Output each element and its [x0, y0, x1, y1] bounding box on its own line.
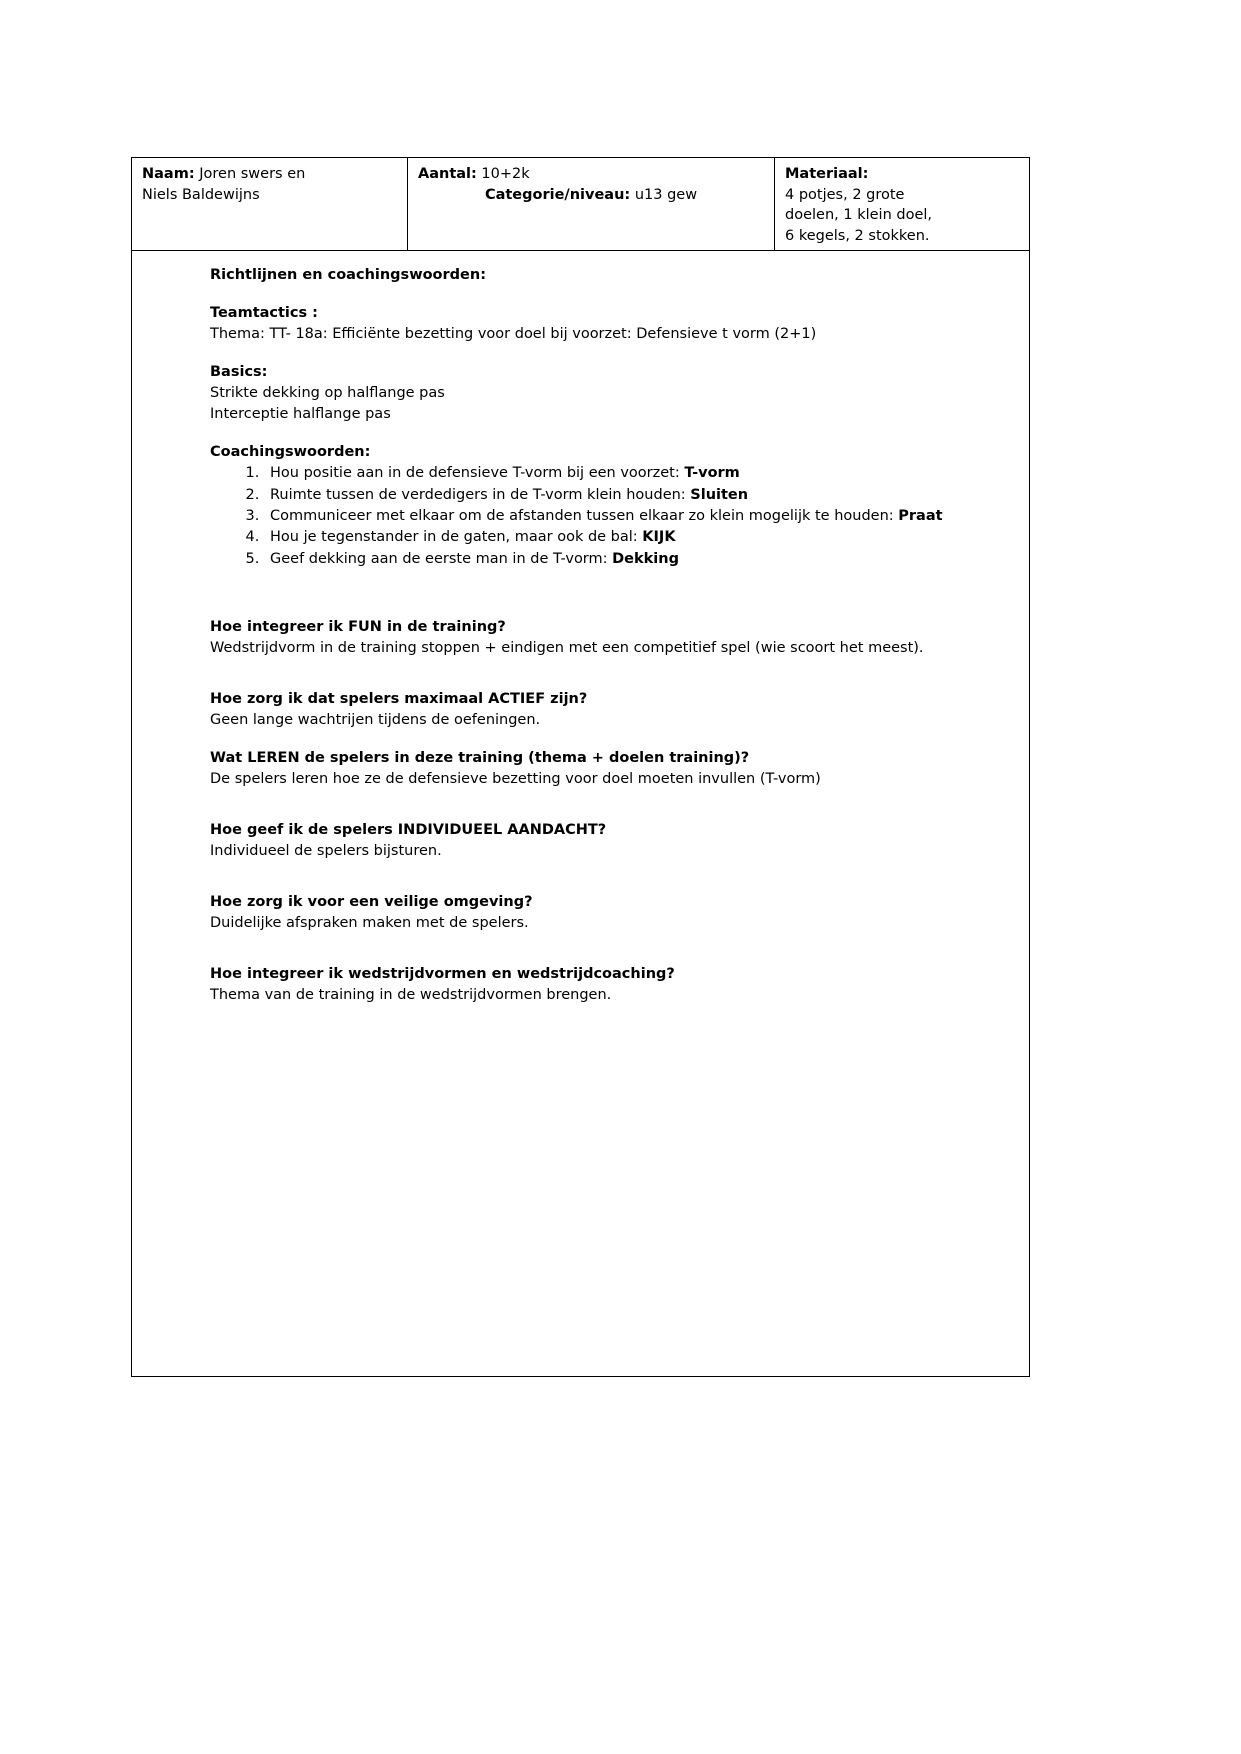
spacer	[210, 1006, 1011, 1023]
coachingswoord-item	[264, 527, 1011, 548]
naam-value: Joren swers en	[194, 166, 306, 182]
coachingswoord-keyword: KIJK	[642, 529, 676, 546]
basics-line-1: Strikte dekking op halflange pas	[210, 385, 445, 402]
richtlijnen-title: Richtlijnen en coachingswoorden:	[210, 267, 486, 284]
materiaal-line-1: 4 potjes, 2 grote	[785, 186, 905, 203]
aantal-line	[418, 164, 764, 185]
coachingswoord-keyword: T-vorm	[684, 465, 740, 482]
qa-question: Hoe zorg ik voor een veilige omgeving?	[210, 894, 533, 911]
qa-question: Hoe integreer ik wedstrijdvormen en wedstrijdcoaching?	[210, 966, 675, 983]
coachingswoord-text: Hou je tegenstander in de gaten, maar ook de bal:	[270, 529, 643, 546]
coachingswoord-item	[264, 463, 1011, 484]
header-cell-naam	[132, 158, 408, 250]
qa-answer: Geen lange wachtrijen tijdens de oefeningen.	[210, 712, 541, 729]
coachingswoord-keyword: Dekking	[612, 550, 679, 567]
materiaal-line-3: 6 kegels, 2 stokken.	[785, 227, 930, 244]
qa-sections	[210, 617, 1011, 1023]
qa-answer: Duidelijke afspraken maken met de spelers.	[210, 915, 529, 932]
coachingswoorden-title: Coachingswoorden:	[210, 444, 371, 461]
coachingswoord-keyword: Praat	[898, 508, 943, 525]
aantal-label: Aantal:	[418, 166, 477, 182]
qa-block	[210, 748, 1011, 790]
coachingswoord-item	[264, 506, 1011, 527]
qa-answer: De spelers leren hoe ze de defensieve bezetting voor doel moeten invullen (T-vorm)	[210, 771, 821, 788]
qa-block	[210, 820, 1011, 862]
qa-block	[210, 892, 1011, 934]
qa-answer: Wedstrijdvorm in de training stoppen + eindigen met een competitief spel (wie scoort het meest).	[210, 640, 924, 656]
basics-title: Basics:	[210, 364, 268, 381]
qa-question: Hoe geef ik de spelers INDIVIDUEEL AANDACHT?	[210, 822, 607, 839]
teamtactics-text: Thema: TT- 18a: Efficiënte bezetting voor doel bij voorzet: Defensieve t vorm (2+1)	[210, 326, 817, 343]
coachingswoord-text: Communiceer met elkaar om de afstanden tussen elkaar zo klein mogelijk te houden:	[270, 508, 899, 525]
header-cell-materiaal	[775, 158, 1029, 250]
coachingswoord-text: Ruimte tussen de verdedigers in de T-vorm klein houden:	[270, 486, 691, 503]
qa-question: Hoe zorg ik dat spelers maximaal ACTIEF zijn?	[210, 691, 588, 708]
spacer	[210, 731, 1011, 748]
header-cell-aantal-categorie	[408, 158, 775, 250]
materiaal-label: Materiaal:	[785, 166, 869, 182]
materiaal-line-2: doelen, 1 klein doel,	[785, 207, 932, 224]
qa-answer: Thema van de training in de wedstrijdvormen brengen.	[210, 987, 612, 1004]
aantal-value: 10+2k	[476, 166, 530, 182]
spacer	[210, 659, 1011, 689]
spacer	[210, 790, 1011, 820]
naam-label: Naam:	[142, 166, 195, 182]
coachingswoord-text: Geef dekking aan de eerste man in de T-vorm:	[270, 550, 613, 567]
spacer	[210, 862, 1011, 892]
spacer	[210, 934, 1011, 964]
qa-block	[210, 964, 1011, 1006]
coachingswoord-keyword: Sluiten	[690, 486, 749, 503]
teamtactics-title: Teamtactics :	[210, 305, 318, 322]
training-form-sheet	[131, 157, 1030, 1377]
categorie-line	[418, 185, 764, 206]
form-body	[132, 251, 1029, 1376]
qa-block	[210, 689, 1011, 731]
coachingswoord-item	[264, 485, 1011, 506]
basics-line-2: Interceptie halflange pas	[210, 406, 391, 423]
coachingswoord-text: Hou positie aan in de defensieve T-vorm bij een voorzet:	[270, 465, 685, 482]
coachingswoord-item	[264, 549, 1011, 570]
naam-line2: Niels Baldewijns	[142, 186, 260, 203]
categorie-label: Categorie/niveau:	[484, 186, 631, 203]
qa-answer: Individueel de spelers bijsturen.	[210, 843, 442, 860]
qa-question: Hoe integreer ik FUN in de training?	[210, 618, 506, 635]
coachingswoorden-list	[210, 463, 1011, 570]
header-table	[132, 158, 1029, 251]
qa-block	[210, 617, 1011, 659]
naam-line	[142, 164, 397, 185]
qa-question: Wat LEREN de spelers in deze training (thema + doelen training)?	[210, 750, 750, 767]
categorie-value: u13 gew	[630, 186, 698, 203]
